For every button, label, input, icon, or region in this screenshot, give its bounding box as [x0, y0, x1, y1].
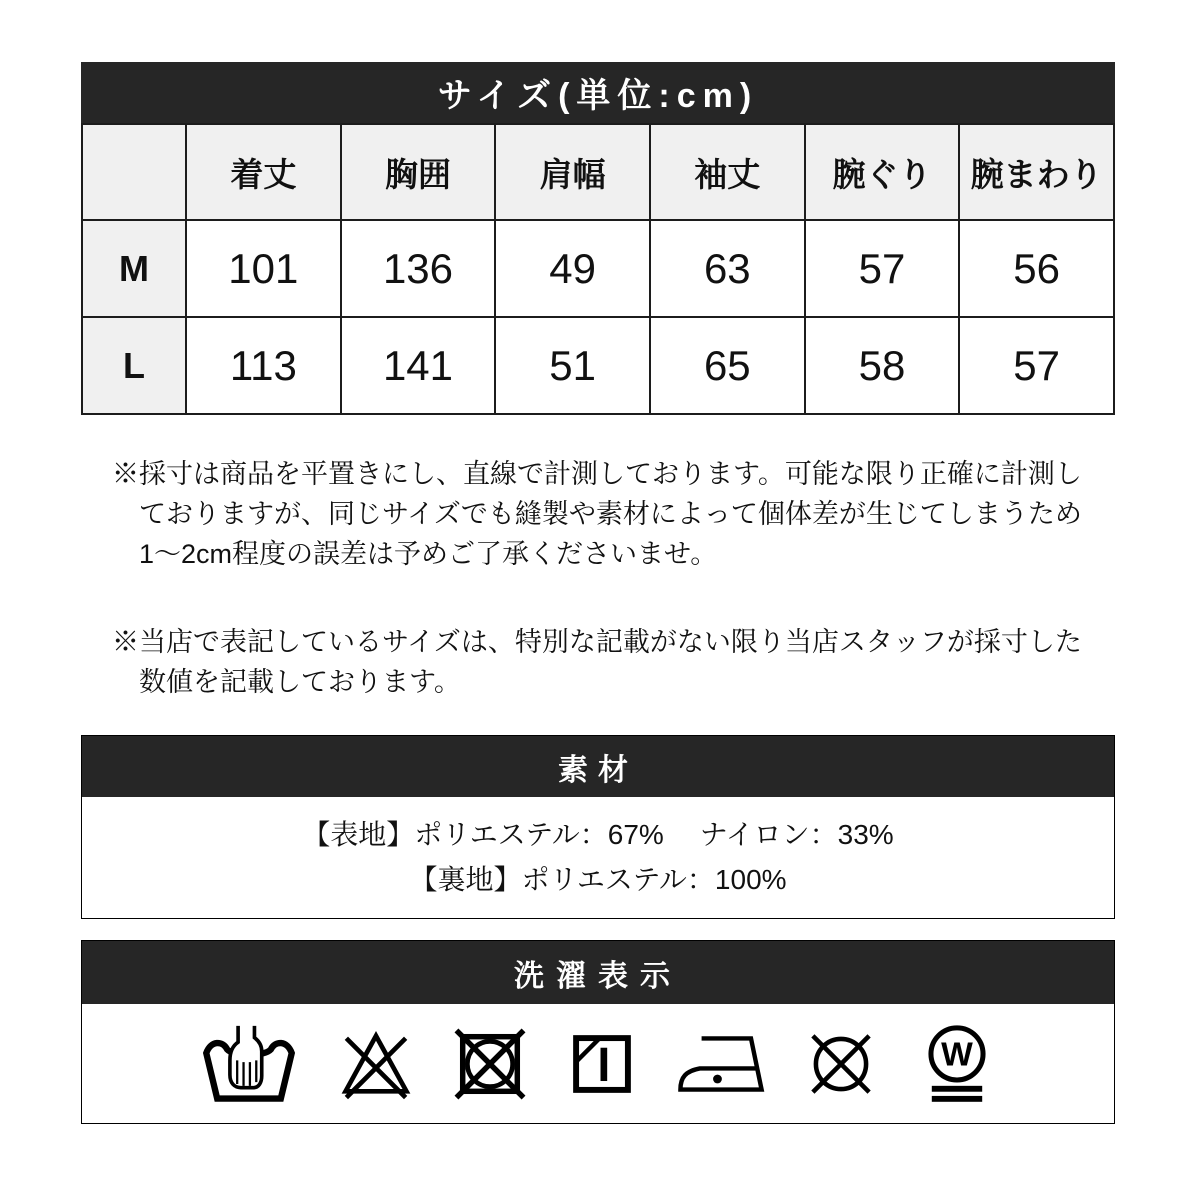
laundry-section-header-bar	[82, 941, 1114, 1004]
col-header-chaketake: 着丈	[186, 124, 341, 220]
col-header-sleeve: 袖丈	[650, 124, 805, 220]
size-table-header-row	[82, 124, 1114, 220]
cell-m-chest: 136	[341, 220, 496, 317]
col-header-shoulder: 肩幅	[495, 124, 650, 220]
row-label-l: L	[82, 317, 186, 414]
cell-l-chest: 141	[341, 317, 496, 414]
cell-m-sleeve: 63	[650, 220, 805, 317]
cell-l-sleeve: 65	[650, 317, 805, 414]
cell-m-armhole: 57	[805, 220, 960, 317]
gentle-wet-cleaning-icon	[915, 1022, 999, 1106]
material-lining: 【裏地】ポリエステル：100%	[409, 864, 787, 895]
note-line: 1〜2cm程度の誤差は予めご了承くださいませ。	[139, 539, 718, 569]
do-not-bleach-icon	[337, 1025, 415, 1103]
cell-l-length: 113	[186, 317, 341, 414]
cell-m-arm-circumference: 56	[959, 220, 1114, 317]
col-header-arm-circumference: 腕まわり	[959, 124, 1114, 220]
store-size-note	[81, 622, 1115, 702]
size-section-header-bar	[81, 62, 1115, 123]
measurement-note	[81, 454, 1115, 574]
note-line: ※当店で表記しているサイズは、特別な記載がない限り当店スタッフが採寸した	[112, 627, 1082, 657]
line-dry-in-shade-icon	[565, 1027, 639, 1101]
do-not-tumble-dry-icon	[451, 1025, 529, 1103]
cell-l-armhole: 58	[805, 317, 960, 414]
material-body	[82, 797, 1114, 918]
hand-wash-icon	[197, 1024, 301, 1104]
laundry-section	[81, 940, 1115, 1124]
cell-l-shoulder: 51	[495, 317, 650, 414]
material-section-title: 素材	[558, 753, 638, 787]
material-section	[81, 735, 1115, 919]
col-header-armhole: 腕ぐり	[805, 124, 960, 220]
row-label-m: M	[82, 220, 186, 317]
col-header-chest: 胸囲	[341, 124, 496, 220]
table-row-size-m	[82, 220, 1114, 317]
cell-l-arm-circumference: 57	[959, 317, 1114, 414]
size-section-title: サイズ(単位:cm)	[437, 77, 759, 115]
note-line: ※採寸は商品を平置きにし、直線で計測しております。可能な限り正確に計測し	[112, 459, 1082, 489]
note-line: ておりますが、同じサイズでも縫製や素材によって個体差が生じてしまうため	[139, 499, 1082, 529]
cell-m-length: 101	[186, 220, 341, 317]
do-not-dry-clean-icon	[803, 1026, 879, 1102]
cell-m-shoulder: 49	[495, 220, 650, 317]
iron-low-heat-icon	[675, 1034, 767, 1094]
material-section-header-bar	[82, 736, 1114, 797]
size-table	[81, 123, 1115, 415]
content-column	[81, 0, 1115, 1124]
laundry-section-title: 洗濯表示	[514, 959, 682, 993]
note-line: 数値を記載しております。	[139, 667, 461, 697]
laundry-symbols-row	[82, 1004, 1114, 1123]
table-row-size-l	[82, 317, 1114, 414]
corner-cell	[82, 124, 186, 220]
svg-text:W: W	[941, 1036, 973, 1074]
material-outer-fabric: 【表地】ポリエステル：67% ナイロン：33%	[302, 819, 894, 850]
